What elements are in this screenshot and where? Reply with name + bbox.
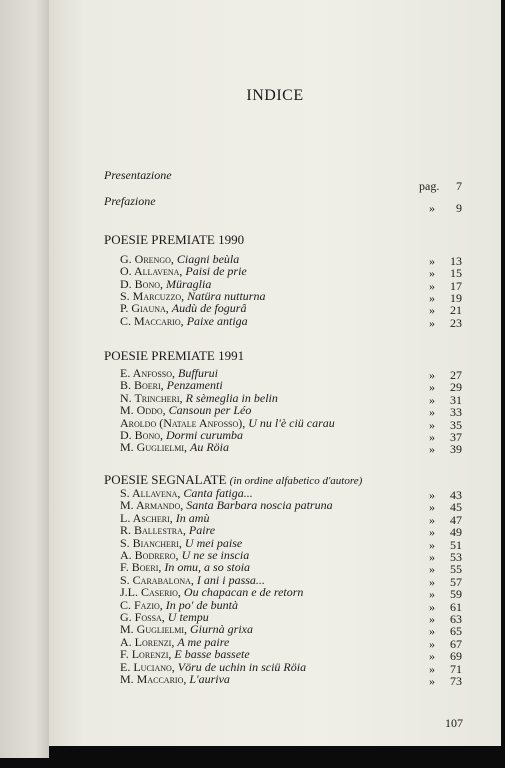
entry-author: A. Bodrero, [120, 548, 179, 562]
front-item-pre: pag. [419, 179, 440, 193]
entry-ditto: » [429, 661, 435, 676]
entry-author: M. Armando, [120, 498, 184, 513]
entry-ditto: » [429, 500, 435, 515]
entry-page: 65 [450, 624, 462, 639]
entry-ditto: » [429, 512, 435, 527]
entry-title: U mei paise [184, 535, 243, 550]
entry-author: F. Lorenzi, [120, 647, 172, 662]
entry-ditto: » [429, 649, 435, 664]
entry-author: D. Bono, [120, 276, 164, 291]
entry-page: 15 [450, 266, 462, 281]
entry-author: E. Anfosso, [120, 366, 176, 380]
entry-title: I ani i passa... [196, 572, 265, 587]
entry-page: 57 [450, 574, 462, 589]
background-shadow [49, 746, 505, 768]
entry-ditto: » [429, 405, 435, 420]
entry-page: 73 [450, 674, 462, 688]
entry-title: Vöru de uchin in sciü Röia [177, 659, 307, 674]
entry-author: O. Allavena, [120, 264, 183, 279]
entry-title: Müraglia [166, 276, 212, 291]
entry-author: N. Trincheri, [120, 390, 183, 405]
entry-author: S. Biancheri, [120, 535, 182, 550]
entry-page: 35 [450, 417, 462, 432]
section-heading-text: POESIE SEGNALATE [104, 472, 227, 487]
entry-ditto: » [429, 488, 435, 502]
entry-title: Paisi de prie [185, 264, 247, 279]
entry-ditto: » [429, 525, 435, 540]
entry-ditto: » [429, 392, 435, 407]
section-heading-text: POESIE PREMIATE 1990 [104, 232, 245, 247]
entry-page: 43 [450, 488, 462, 502]
entry-author: J.L. Caserio, [120, 585, 181, 600]
entry-title: Cansoun per Léo [168, 403, 252, 418]
entry-page: 55 [450, 562, 462, 577]
front-item-label: Prefazione [104, 194, 156, 208]
page-number: 107 [445, 716, 463, 730]
page-title: INDICE [246, 87, 304, 104]
entry-title: Buffurui [178, 366, 219, 380]
entry-title: Ou chapacan e de retorn [183, 585, 304, 600]
entry-author: S. Carabalona, [120, 572, 194, 587]
index-entry [120, 440, 229, 455]
entry-author: A. Lorenzi, [120, 634, 175, 649]
entry-page: 45 [450, 500, 462, 515]
entry-ditto: » [429, 599, 435, 614]
entry-ditto: » [429, 442, 435, 457]
entry-page: 71 [450, 661, 462, 676]
entry-ditto: » [429, 574, 435, 589]
entry-ditto: » [429, 290, 435, 305]
entry-author: D. Bono, [120, 428, 164, 442]
entry-author: F. Boeri, [120, 560, 162, 575]
front-item-page: 7 [456, 179, 462, 193]
entry-title: In amù [175, 510, 210, 525]
entry-title: L'auriva [189, 672, 230, 686]
entry-title: Canta fatiga... [183, 486, 253, 500]
entry-ditto: » [429, 537, 435, 552]
entry-page: 13 [450, 254, 462, 268]
entry-author: S. Allavena, [120, 486, 181, 500]
entry-ditto: » [429, 278, 435, 293]
entry-author: P. Giauna, [120, 301, 169, 316]
section-heading-text: POESIE PREMIATE 1991 [104, 348, 245, 363]
section-heading-note: (in ordine alfabetico d'autore) [229, 475, 363, 487]
entry-page: 47 [450, 512, 462, 527]
entry-author: B. Boeri, [120, 378, 164, 393]
entry-ditto: » [429, 587, 435, 602]
entry-title: U tempu [167, 610, 209, 624]
entry-page: 31 [450, 392, 462, 407]
entry-ditto: » [429, 254, 435, 268]
entry-ditto: » [429, 624, 435, 639]
entry-title: Paire [188, 523, 216, 538]
entry-ditto: » [429, 550, 435, 564]
front-item-page: 9 [456, 201, 462, 215]
entry-page: 39 [450, 442, 462, 457]
entry-author: S. Marcuzzo, [120, 288, 185, 303]
entry-title: U nu l'è ciü carau [248, 415, 335, 430]
entry-ditto: » [429, 368, 435, 382]
entry-ditto: » [429, 636, 435, 651]
entry-author: Aroldo (Natale Anfosso), [120, 415, 246, 430]
section-heading [104, 348, 244, 364]
entry-ditto: » [429, 266, 435, 281]
entry-page: 63 [450, 612, 462, 626]
entry-title: U ne se inscia [181, 548, 250, 562]
entry-title: Penzamenti [166, 378, 223, 393]
entry-title: E basse bassete [174, 647, 250, 662]
entry-page: 51 [450, 537, 462, 552]
entry-ditto: » [429, 303, 435, 318]
previous-page-edge [0, 0, 51, 758]
entry-title: Natüra nutturna [187, 288, 266, 303]
entry-page: 67 [450, 636, 462, 651]
entry-ditto: » [429, 612, 435, 626]
section-heading [104, 232, 244, 248]
index-entry [120, 314, 248, 329]
entry-title: Santa Barbara noscia patruna [186, 498, 333, 513]
entry-page: 61 [450, 599, 462, 614]
entry-page: 19 [450, 290, 462, 305]
entry-page: 49 [450, 525, 462, 540]
entry-title: Dormi curumba [166, 428, 244, 442]
entry-title: Paixe antiga [186, 313, 248, 328]
entry-title: Au Röia [190, 440, 229, 455]
entry-page: 59 [450, 587, 462, 602]
entry-author: G. Fossa, [120, 610, 165, 624]
index-entry [120, 672, 230, 687]
entry-author: C. Fazio, [120, 597, 163, 612]
entry-ditto: » [429, 562, 435, 577]
entry-author: M. Oddo, [120, 403, 166, 418]
entry-title: Ciagni beùla [176, 252, 240, 266]
entry-author: M. Guglielmi, [120, 440, 187, 455]
entry-author: G. Orengo, [120, 252, 174, 266]
entry-author: C. Maccario, [120, 313, 184, 328]
index-page [49, 0, 501, 746]
entry-page: 21 [450, 303, 462, 318]
entry-title: Audù de fogurâ [171, 301, 247, 316]
entry-author: L. Ascheri, [120, 510, 173, 525]
entry-title: In omu, a so stoia [164, 560, 251, 575]
front-item-pre: » [429, 201, 435, 215]
entry-page: 29 [450, 380, 462, 395]
entry-ditto: » [429, 315, 435, 330]
entry-page: 37 [450, 430, 462, 444]
entry-author: M. Guglielmi, [120, 622, 187, 637]
entry-ditto: » [429, 417, 435, 432]
front-item-label: Presentazione [104, 168, 172, 182]
entry-page: 53 [450, 550, 462, 564]
entry-ditto: » [429, 380, 435, 395]
entry-author: M. Maccario, [120, 672, 187, 686]
entry-author: R. Ballestra, [120, 523, 186, 538]
entry-ditto: » [429, 674, 435, 688]
entry-title: R sèmeglia in belin [185, 390, 278, 405]
entry-ditto: » [429, 430, 435, 444]
entry-page: 69 [450, 649, 462, 664]
entry-author: E. Luciano, [120, 659, 175, 674]
entry-page: 23 [450, 315, 462, 330]
entry-page: 27 [450, 368, 462, 382]
entry-page: 17 [450, 278, 462, 293]
entry-title: In po' de buntà [165, 597, 239, 612]
entry-title: Giurnà grixa [190, 622, 253, 637]
entry-page: 33 [450, 405, 462, 420]
entry-title: A me paire [177, 634, 230, 649]
